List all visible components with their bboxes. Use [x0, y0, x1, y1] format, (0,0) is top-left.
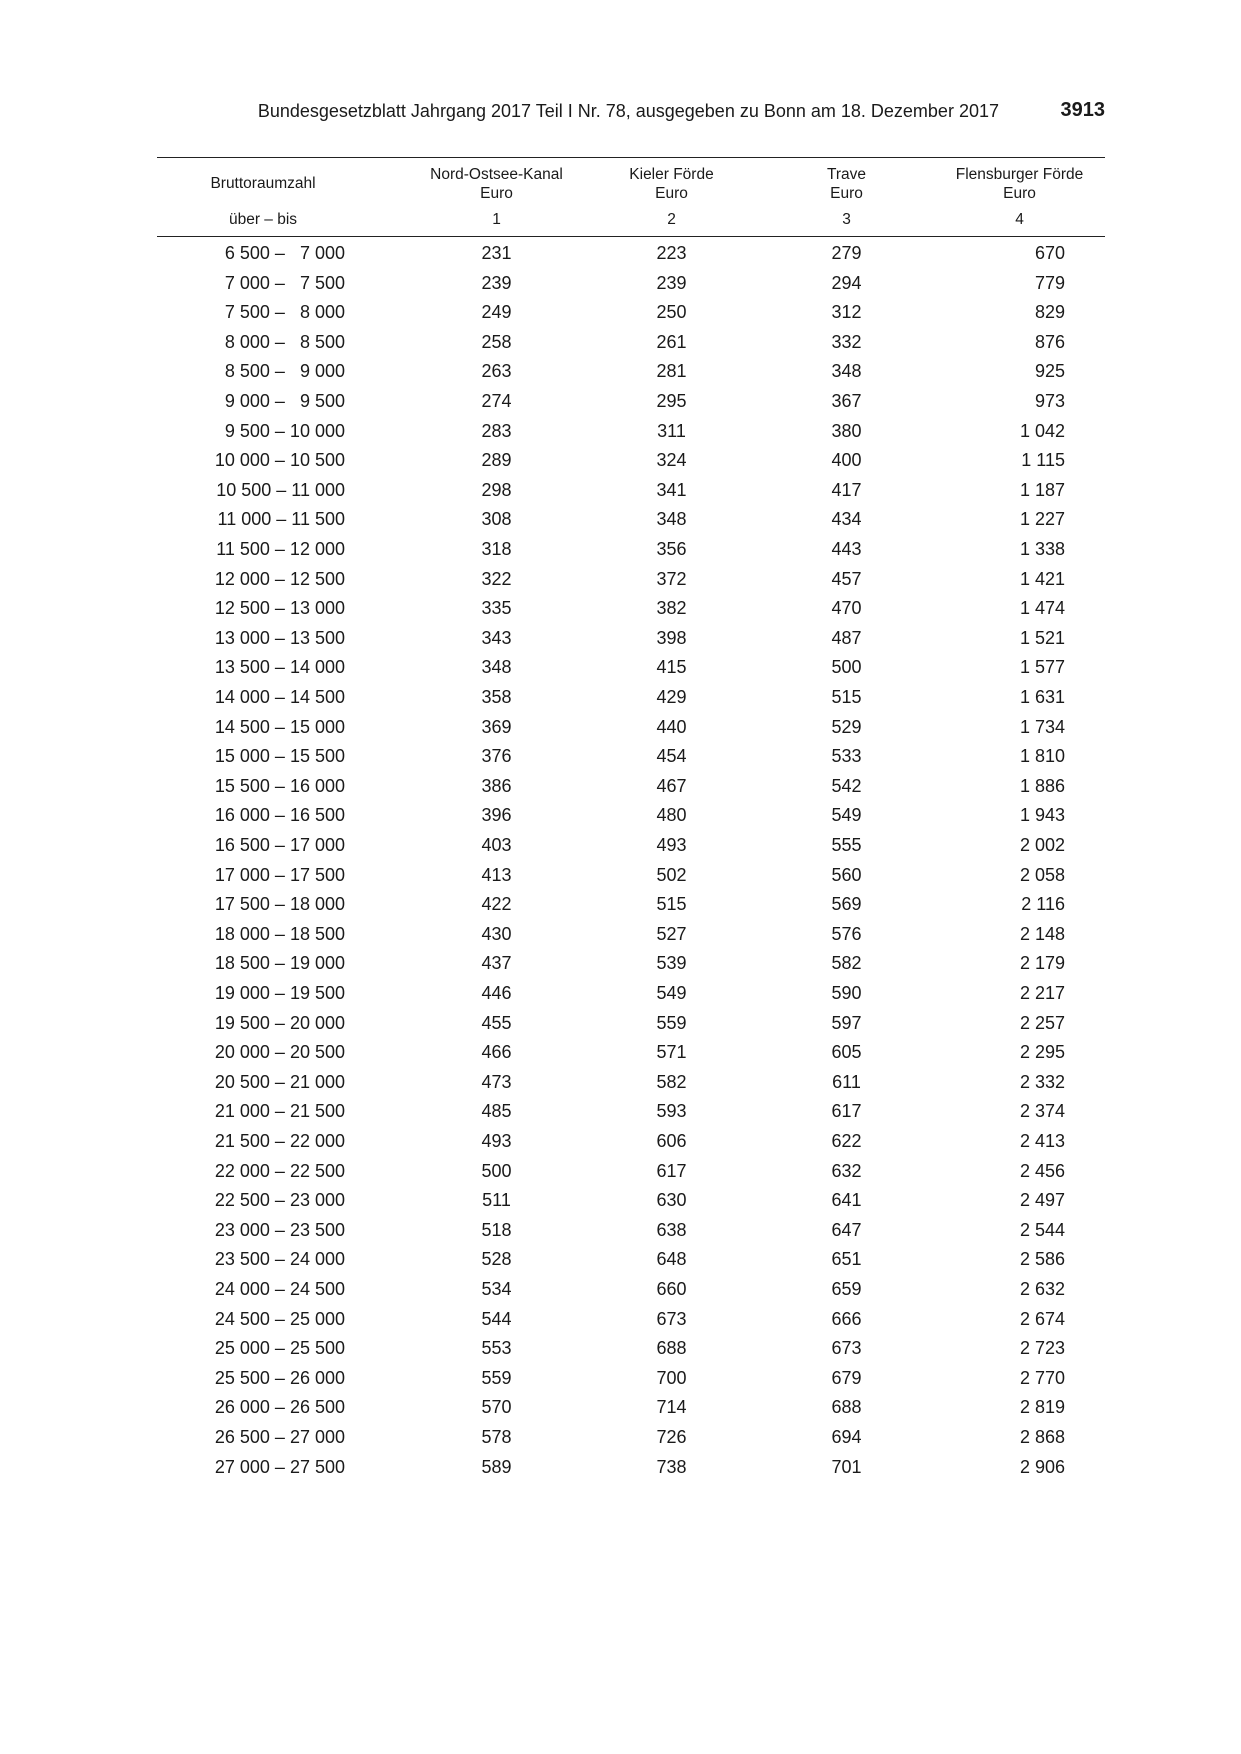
flensburger-foerde-cell: 2 544: [1019, 1219, 1065, 1240]
trave-cell: 576: [831, 923, 862, 944]
table-row: [157, 296, 1105, 329]
flensburger-foerde-cell: 2 116: [1021, 894, 1065, 915]
flensburger-foerde-cell: 1 042: [1019, 420, 1065, 441]
kieler-foerde-cell: 356: [656, 539, 687, 559]
nord-ostsee-kanal-cell: 493: [481, 1131, 512, 1151]
trave-cell: 443: [831, 539, 862, 559]
column-label: Nord-Ostsee-Kanal: [430, 166, 563, 183]
kieler-foerde-cell: 571: [656, 1042, 687, 1063]
column-header-nord-ostsee-kanal: [409, 165, 584, 203]
flensburger-foerde-cell: 779: [1034, 272, 1065, 293]
kieler-foerde-cell: 348: [656, 509, 687, 530]
trave-cell: 457: [831, 568, 862, 589]
column-number: 1: [492, 211, 501, 228]
flensburger-foerde-cell: 2 179: [1019, 953, 1065, 974]
trave-cell: 515: [831, 687, 862, 707]
flensburger-foerde-cell: 2 906: [1019, 1456, 1065, 1477]
kieler-foerde-cell: 223: [656, 243, 687, 263]
range-cell: 11 500 – 12 000: [216, 539, 345, 559]
flensburger-foerde-cell: 1 421: [1019, 568, 1065, 589]
flensburger-foerde-cell: 2 868: [1019, 1427, 1065, 1447]
page-number: 3913: [1060, 99, 1105, 121]
flensburger-foerde-cell: 2 058: [1019, 864, 1065, 885]
range-cell: 9 000 – 9 500: [224, 391, 345, 411]
flensburger-foerde-cell: 1 631: [1019, 687, 1065, 707]
range-cell: 27 000 – 27 500: [214, 1456, 345, 1477]
table-row: [157, 859, 1105, 892]
table-row: [157, 1214, 1105, 1247]
range-cell: 21 500 – 22 000: [214, 1131, 345, 1151]
column-number: 4: [1015, 211, 1024, 228]
nord-ostsee-kanal-cell: 589: [481, 1456, 512, 1477]
kieler-foerde-cell: 415: [656, 657, 687, 678]
table-row: [157, 503, 1105, 536]
table-row: [157, 977, 1105, 1010]
table-row: [157, 1243, 1105, 1276]
table-row: [157, 237, 1105, 270]
kieler-foerde-cell: 673: [656, 1308, 687, 1329]
range-cell: 20 000 – 20 500: [214, 1042, 345, 1063]
nord-ostsee-kanal-cell: 437: [481, 953, 512, 974]
flensburger-foerde-cell: 1 187: [1019, 479, 1065, 500]
nord-ostsee-kanal-cell: 298: [481, 479, 512, 500]
range-cell: 18 500 – 19 000: [214, 953, 345, 974]
trave-cell: 622: [831, 1131, 862, 1151]
nord-ostsee-kanal-cell: 466: [481, 1042, 512, 1063]
nord-ostsee-kanal-cell: 553: [481, 1338, 512, 1359]
table-row: [157, 770, 1105, 803]
trave-cell: 332: [831, 331, 862, 352]
range-cell: 6 500 – 7 000: [224, 243, 345, 263]
nord-ostsee-kanal-cell: 485: [481, 1101, 512, 1122]
kieler-foerde-cell: 582: [656, 1071, 687, 1092]
range-cell: 16 000 – 16 500: [214, 805, 345, 826]
flensburger-foerde-cell: 2 257: [1019, 1012, 1065, 1033]
column-unit: Euro: [655, 185, 688, 202]
flensburger-foerde-cell: 973: [1034, 391, 1065, 411]
table-row: [157, 415, 1105, 448]
kieler-foerde-cell: 648: [656, 1249, 687, 1270]
column-unit: Euro: [830, 185, 863, 202]
table-row: [157, 444, 1105, 477]
kieler-foerde-cell: 559: [656, 1012, 687, 1033]
nord-ostsee-kanal-cell: 518: [481, 1219, 512, 1240]
kieler-foerde-cell: 341: [656, 479, 687, 500]
nord-ostsee-kanal-cell: 369: [481, 716, 512, 737]
flensburger-foerde-cell: 2 674: [1019, 1308, 1065, 1329]
trave-cell: 673: [831, 1338, 862, 1359]
table-row: [157, 592, 1105, 625]
range-cell: 10 000 – 10 500: [214, 450, 345, 471]
range-cell: 20 500 – 21 000: [214, 1071, 345, 1092]
kieler-foerde-cell: 660: [656, 1279, 687, 1299]
flensburger-foerde-cell: 829: [1034, 302, 1065, 323]
kieler-foerde-cell: 593: [656, 1101, 687, 1122]
table-row: [157, 1451, 1105, 1484]
column-number: 3: [842, 211, 851, 228]
kieler-foerde-cell: 311: [657, 420, 686, 441]
nord-ostsee-kanal-cell: 231: [481, 243, 512, 263]
range-cell: 23 000 – 23 500: [214, 1219, 345, 1240]
flensburger-foerde-cell: 1 227: [1019, 509, 1065, 530]
table-row: [157, 1273, 1105, 1306]
kieler-foerde-cell: 467: [656, 775, 687, 796]
range-cell: 16 500 – 17 000: [214, 835, 345, 855]
nord-ostsee-kanal-cell: 308: [481, 509, 512, 530]
kieler-foerde-cell: 261: [656, 331, 687, 352]
nord-ostsee-kanal-cell: 413: [481, 864, 512, 885]
table-row: [157, 326, 1105, 359]
flensburger-foerde-cell: 2 819: [1019, 1397, 1065, 1418]
nord-ostsee-kanal-cell: 283: [481, 420, 512, 441]
trave-cell: 487: [831, 627, 862, 648]
range-cell: 22 000 – 22 500: [214, 1160, 345, 1181]
range-cell: 7 000 – 7 500: [224, 272, 345, 293]
trave-cell: 679: [831, 1367, 862, 1388]
table-row: [157, 1095, 1105, 1128]
kieler-foerde-cell: 606: [656, 1131, 687, 1151]
kieler-foerde-cell: 429: [656, 687, 687, 707]
kieler-foerde-cell: 281: [656, 361, 687, 382]
kieler-foerde-cell: 398: [656, 627, 687, 648]
kieler-foerde-cell: 617: [656, 1160, 687, 1181]
trave-cell: 294: [831, 272, 862, 293]
flensburger-foerde-cell: 2 002: [1019, 835, 1065, 855]
trave-cell: 549: [831, 805, 862, 826]
flensburger-foerde-cell: 2 632: [1019, 1279, 1065, 1299]
table-row: [157, 799, 1105, 832]
table-header: [157, 158, 1105, 236]
table-row: [157, 1066, 1105, 1099]
nord-ostsee-kanal-cell: 322: [481, 568, 512, 589]
nord-ostsee-kanal-cell: 534: [481, 1279, 512, 1299]
kieler-foerde-cell: 638: [656, 1219, 687, 1240]
flensburger-foerde-cell: 1 338: [1019, 539, 1065, 559]
table-row: [157, 1184, 1105, 1217]
trave-cell: 569: [831, 894, 862, 915]
kieler-foerde-cell: 549: [656, 983, 687, 1003]
range-cell: 18 000 – 18 500: [214, 923, 345, 944]
range-cell: 26 500 – 27 000: [214, 1427, 345, 1447]
nord-ostsee-kanal-cell: 455: [481, 1012, 512, 1033]
nord-ostsee-kanal-cell: 249: [481, 302, 512, 323]
trave-cell: 582: [831, 953, 862, 974]
flensburger-foerde-cell: 1 521: [1019, 627, 1065, 648]
flensburger-foerde-cell: 2 217: [1019, 983, 1065, 1003]
trave-cell: 701: [831, 1456, 862, 1477]
range-cell: 8 000 – 8 500: [224, 331, 345, 352]
nord-ostsee-kanal-cell: 386: [481, 775, 512, 796]
trave-cell: 555: [831, 835, 862, 855]
flensburger-foerde-cell: 2 148: [1019, 923, 1065, 944]
nord-ostsee-kanal-cell: 335: [481, 598, 512, 619]
range-cell: 19 500 – 20 000: [214, 1012, 345, 1033]
range-cell: 8 500 – 9 000: [224, 361, 345, 382]
kieler-foerde-cell: 726: [656, 1427, 687, 1447]
trave-cell: 500: [831, 657, 862, 678]
kieler-foerde-cell: 714: [656, 1397, 687, 1418]
flensburger-foerde-cell: 2 586: [1019, 1249, 1065, 1270]
trave-cell: 380: [831, 420, 862, 441]
table-row: [157, 1332, 1105, 1365]
kieler-foerde-cell: 295: [656, 391, 687, 411]
trave-cell: 560: [831, 864, 862, 885]
flensburger-foerde-cell: 2 413: [1019, 1131, 1065, 1151]
kieler-foerde-cell: 382: [656, 598, 687, 619]
running-head: [157, 99, 1105, 125]
table-row: [157, 385, 1105, 418]
flensburger-foerde-cell: 876: [1034, 331, 1065, 352]
nord-ostsee-kanal-cell: 578: [481, 1427, 512, 1447]
flensburger-foerde-cell: 2 374: [1019, 1101, 1065, 1122]
column-label: Kieler Förde: [629, 166, 714, 183]
nord-ostsee-kanal-cell: 258: [481, 331, 512, 352]
trave-cell: 605: [831, 1042, 862, 1063]
range-cell: 15 500 – 16 000: [214, 775, 345, 796]
kieler-foerde-cell: 539: [656, 953, 687, 974]
trave-cell: 312: [831, 302, 862, 323]
nord-ostsee-kanal-cell: 570: [481, 1397, 512, 1418]
nord-ostsee-kanal-cell: 263: [481, 361, 512, 382]
kieler-foerde-cell: 688: [656, 1338, 687, 1359]
column-label: Trave: [826, 166, 867, 183]
table-body: [157, 237, 1105, 1597]
trave-cell: 647: [831, 1219, 862, 1240]
table-row: [157, 681, 1105, 714]
kieler-foerde-cell: 630: [656, 1190, 687, 1211]
column-header-kieler-foerde: [584, 165, 759, 203]
range-cell: 11 000 – 11 500: [217, 509, 345, 530]
table-row: [157, 267, 1105, 300]
table-row: [157, 1303, 1105, 1336]
nord-ostsee-kanal-cell: 473: [481, 1071, 512, 1092]
flensburger-foerde-cell: 925: [1034, 361, 1065, 382]
trave-cell: 651: [831, 1249, 862, 1270]
flensburger-foerde-cell: 1 943: [1019, 805, 1065, 826]
table-row: [157, 918, 1105, 951]
table-row: [157, 533, 1105, 566]
nord-ostsee-kanal-cell: 239: [481, 272, 512, 293]
flensburger-foerde-cell: 2 295: [1019, 1042, 1065, 1063]
nord-ostsee-kanal-cell: 559: [481, 1367, 512, 1388]
range-cell: 19 000 – 19 500: [214, 983, 345, 1003]
nord-ostsee-kanal-cell: 511: [482, 1190, 511, 1211]
table-row: [157, 474, 1105, 507]
nord-ostsee-kanal-cell: 422: [481, 894, 512, 915]
kieler-foerde-cell: 324: [656, 450, 687, 471]
range-cell: 26 000 – 26 500: [214, 1397, 345, 1418]
flensburger-foerde-cell: 1 810: [1019, 746, 1065, 767]
kieler-foerde-cell: 502: [656, 864, 687, 885]
trave-cell: 434: [831, 509, 862, 530]
trave-cell: 611: [832, 1071, 861, 1092]
table-row: [157, 740, 1105, 773]
column-header-bruttoraumzahl: Bruttoraumzahl: [210, 175, 316, 192]
running-title: Bundesgesetzblatt Jahrgang 2017 Teil I Nr. 78, ausgegeben zu Bonn am 18. Dezember 2017: [257, 101, 999, 121]
table-row: [157, 1155, 1105, 1188]
range-cell: 10 500 – 11 000: [216, 479, 345, 500]
flensburger-foerde-cell: 2 497: [1019, 1190, 1065, 1211]
range-cell: 14 000 – 14 500: [214, 687, 345, 707]
column-number: 2: [667, 211, 676, 228]
trave-cell: 688: [831, 1397, 862, 1418]
flensburger-foerde-cell: 2 770: [1019, 1367, 1065, 1388]
column-header-trave: [759, 165, 934, 203]
range-cell: 25 500 – 26 000: [214, 1367, 345, 1388]
nord-ostsee-kanal-cell: 396: [481, 805, 512, 826]
kieler-foerde-cell: 527: [656, 923, 687, 944]
column-unit: Euro: [1003, 185, 1036, 202]
range-cell: 17 500 – 18 000: [214, 894, 345, 915]
table-row: [157, 651, 1105, 684]
column-subheader-range: über – bis: [228, 211, 298, 228]
table-row: [157, 1125, 1105, 1158]
kieler-foerde-cell: 440: [656, 716, 687, 737]
kieler-foerde-cell: 454: [656, 746, 687, 767]
flensburger-foerde-cell: 1 734: [1019, 716, 1065, 737]
table-row: [157, 947, 1105, 980]
range-cell: 23 500 – 24 000: [214, 1249, 345, 1270]
range-cell: 17 000 – 17 500: [214, 864, 345, 885]
table-row: [157, 1421, 1105, 1454]
flensburger-foerde-cell: 2 332: [1019, 1071, 1065, 1092]
trave-cell: 367: [831, 391, 862, 411]
kieler-foerde-cell: 493: [656, 835, 687, 855]
table-row: [157, 1391, 1105, 1424]
nord-ostsee-kanal-cell: 274: [481, 391, 512, 411]
trave-cell: 590: [831, 983, 862, 1003]
range-cell: 12 500 – 13 000: [214, 598, 345, 619]
flensburger-foerde-cell: 670: [1034, 243, 1065, 263]
trave-cell: 666: [831, 1308, 862, 1329]
table-row: [157, 1036, 1105, 1069]
table-row: [157, 829, 1105, 862]
flensburger-foerde-cell: 2 723: [1019, 1338, 1065, 1359]
flensburger-foerde-cell: 1 577: [1019, 657, 1065, 678]
column-unit: Euro: [480, 185, 513, 202]
nord-ostsee-kanal-cell: 500: [481, 1160, 512, 1181]
trave-cell: 659: [831, 1279, 862, 1299]
nord-ostsee-kanal-cell: 358: [481, 687, 512, 707]
kieler-foerde-cell: 700: [656, 1367, 687, 1388]
range-cell: 24 000 – 24 500: [214, 1279, 345, 1299]
trave-cell: 617: [831, 1101, 862, 1122]
trave-cell: 348: [831, 361, 862, 382]
range-cell: 22 500 – 23 000: [214, 1190, 345, 1211]
nord-ostsee-kanal-cell: 343: [481, 627, 512, 648]
range-cell: 9 500 – 10 000: [224, 420, 345, 441]
table-row: [157, 622, 1105, 655]
table-row: [157, 563, 1105, 596]
table-row: [157, 1007, 1105, 1040]
nord-ostsee-kanal-cell: 430: [481, 923, 512, 944]
table-row: [157, 355, 1105, 388]
flensburger-foerde-cell: 1 115: [1021, 450, 1065, 471]
table-row: [157, 1362, 1105, 1395]
nord-ostsee-kanal-cell: 376: [481, 746, 512, 767]
trave-cell: 470: [831, 598, 862, 619]
column-header-flensburger-foerde: [934, 165, 1105, 203]
nord-ostsee-kanal-cell: 528: [481, 1249, 512, 1270]
table-row: [157, 888, 1105, 921]
nord-ostsee-kanal-cell: 446: [481, 983, 512, 1003]
fee-table: [157, 157, 1105, 1597]
nord-ostsee-kanal-cell: 348: [481, 657, 512, 678]
trave-cell: 641: [831, 1190, 862, 1211]
flensburger-foerde-cell: 1 886: [1019, 775, 1065, 796]
trave-cell: 529: [831, 716, 862, 737]
nord-ostsee-kanal-cell: 289: [481, 450, 512, 471]
range-cell: 13 500 – 14 000: [214, 657, 345, 678]
range-cell: 13 000 – 13 500: [214, 627, 345, 648]
table-row: [157, 711, 1105, 744]
range-cell: 7 500 – 8 000: [224, 302, 345, 323]
kieler-foerde-cell: 515: [656, 894, 687, 915]
kieler-foerde-cell: 738: [656, 1456, 687, 1477]
trave-cell: 533: [831, 746, 862, 767]
trave-cell: 279: [831, 243, 862, 263]
kieler-foerde-cell: 480: [656, 805, 687, 826]
range-cell: 15 000 – 15 500: [214, 746, 345, 767]
flensburger-foerde-cell: 2 456: [1019, 1160, 1065, 1181]
nord-ostsee-kanal-cell: 403: [481, 835, 512, 855]
trave-cell: 542: [831, 775, 862, 796]
nord-ostsee-kanal-cell: 318: [481, 539, 512, 559]
trave-cell: 597: [831, 1012, 862, 1033]
trave-cell: 694: [831, 1427, 862, 1447]
range-cell: 14 500 – 15 000: [214, 716, 345, 737]
range-cell: 25 000 – 25 500: [214, 1338, 345, 1359]
flensburger-foerde-cell: 1 474: [1019, 598, 1065, 619]
range-cell: 24 500 – 25 000: [214, 1308, 345, 1329]
nord-ostsee-kanal-cell: 544: [481, 1308, 512, 1329]
kieler-foerde-cell: 250: [656, 302, 687, 323]
range-cell: 21 000 – 21 500: [214, 1101, 345, 1122]
range-cell: 12 000 – 12 500: [214, 568, 345, 589]
column-label: Flensburger Förde: [955, 166, 1084, 183]
trave-cell: 400: [831, 450, 862, 471]
kieler-foerde-cell: 239: [656, 272, 687, 293]
trave-cell: 417: [831, 479, 862, 500]
trave-cell: 632: [831, 1160, 862, 1181]
kieler-foerde-cell: 372: [656, 568, 687, 589]
